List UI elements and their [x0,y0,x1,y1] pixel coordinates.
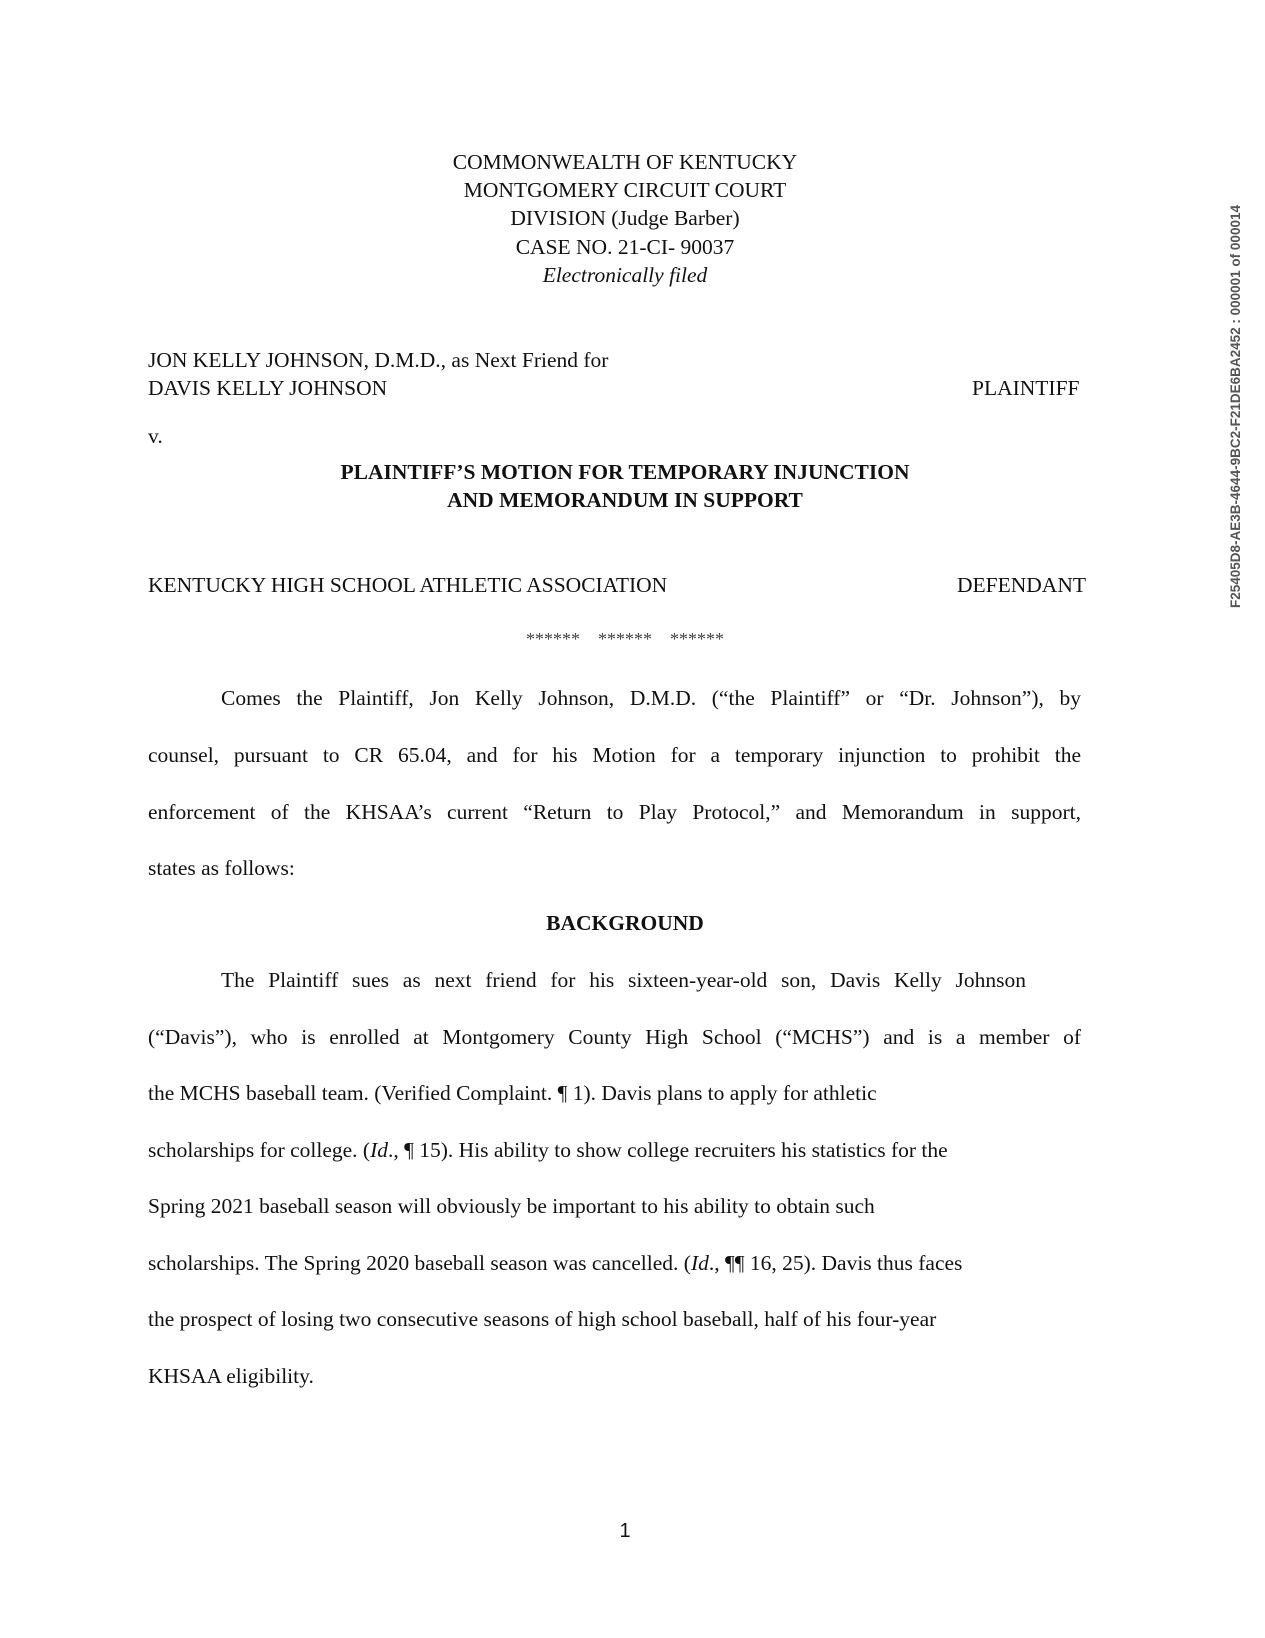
defendant-name: KENTUCKY HIGH SCHOOL ATHLETIC ASSOCIATION [148,573,668,597]
defendant-label: DEFENDANT [957,573,1086,597]
page-number: 1 [619,1520,631,1542]
separator: ****** ****** ****** [526,629,724,649]
court-line: DIVISION (Judge Barber) [510,206,740,230]
case-number: CASE NO. 21-CI- 90037 [515,235,735,259]
court-line: MONTGOMERY CIRCUIT COURT [463,178,787,202]
body-line: enforcement of the KHSAA’s current “Return to Play Protocol,” and Memorandum in support, [148,800,1081,824]
plaintiff-name: JON KELLY JOHNSON, D.M.D., as Next Friend for [148,348,609,372]
body-line: the MCHS baseball team. (Verified Complaint. ¶ 1). Davis plans to apply for athletic [148,1081,877,1105]
motion-title: AND MEMORANDUM IN SUPPORT [447,488,803,512]
filing-note: Electronically filed [542,263,708,287]
body-line: (“Davis”), who is enrolled at Montgomery County High School (“MCHS”) and is a member of [148,1025,1081,1049]
versus: v. [148,424,163,448]
body-line: Comes the Plaintiff, Jon Kelly Johnson, D.M.D. (“the Plaintiff” or “Dr. Johnson”), by [221,686,1081,710]
body-line: the prospect of losing two consecutive seasons of high school baseball, half of his four-year [148,1307,937,1331]
body-line: The Plaintiff sues as next friend for his sixteen-year-old son, Davis Kelly Johnson [221,968,1026,992]
text: ., ¶¶ 16, 25). Davis thus faces [708,1251,963,1275]
body-line: states as follows: [148,856,295,880]
citation: Id [370,1138,389,1162]
body-line: KHSAA eligibility. [148,1364,314,1388]
motion-title: PLAINTIFF’S MOTION FOR TEMPORARY INJUNCTION [340,460,910,484]
section-heading: BACKGROUND [546,911,704,935]
text: scholarships. The Spring 2020 baseball season was cancelled. ( [148,1251,691,1275]
citation: Id [690,1251,709,1275]
body-line: Spring 2021 baseball season will obviously be important to his ability to obtain such [148,1194,875,1218]
plaintiff-label: PLAINTIFF [972,376,1080,400]
text: ., ¶ 15). His ability to show college recruiters his statistics for the [388,1138,948,1162]
body-line [148,1138,948,1162]
document-id-stamp: F25405D8-AE3B-4644-9BC2-F21DE6BA2452 : 000001 of 000014 [1228,205,1243,608]
body-line [148,1251,962,1275]
court-line: COMMONWEALTH OF KENTUCKY [452,150,798,174]
plaintiff-name: DAVIS KELLY JOHNSON [148,376,388,400]
text: scholarships for college. ( [148,1138,371,1162]
body-line: counsel, pursuant to CR 65.04, and for his Motion for a temporary injunction to prohibit the [148,743,1081,767]
